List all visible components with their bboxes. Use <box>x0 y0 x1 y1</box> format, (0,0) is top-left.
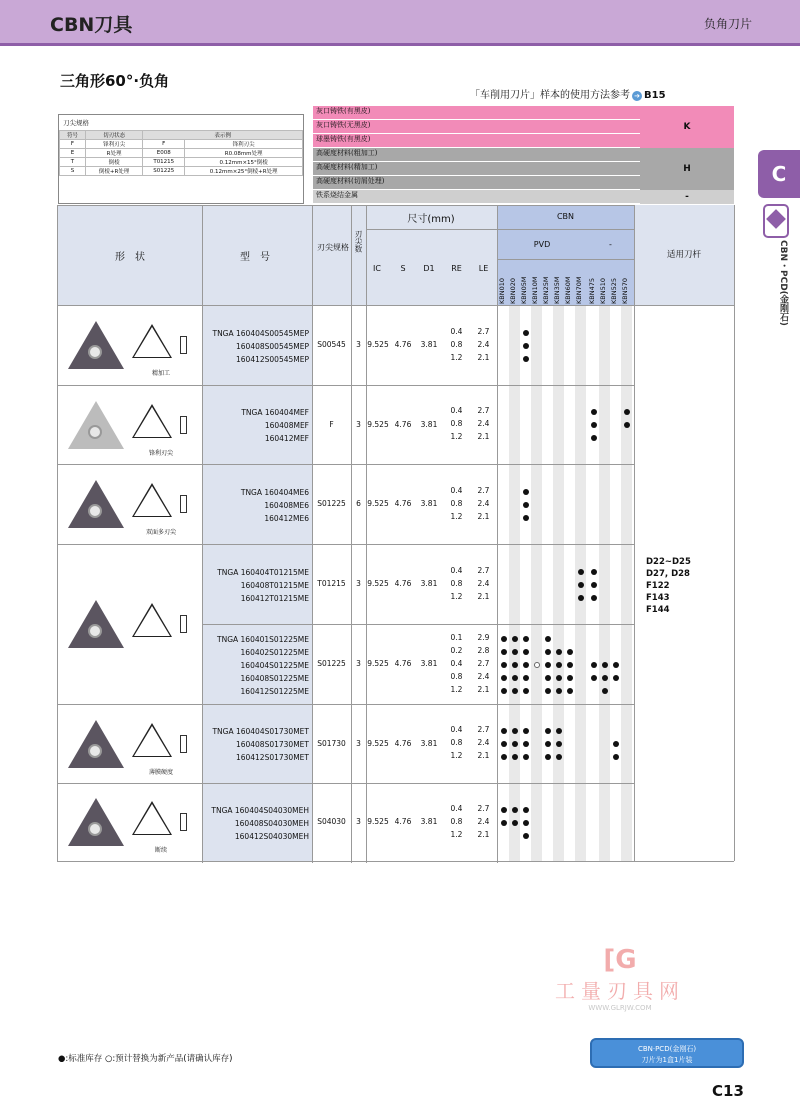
model-number[interactable]: 160408S00545MEP <box>236 341 309 351</box>
model-number[interactable]: 160408S01225ME <box>240 673 309 683</box>
stock-dot <box>591 569 597 575</box>
stock-dot <box>523 833 529 839</box>
insert-diagram <box>128 591 194 657</box>
stock-dot <box>591 409 597 415</box>
model-number[interactable]: TNGA 160404S01730MET <box>212 727 309 736</box>
stock-dot <box>591 422 597 428</box>
le-value: 2.4 <box>477 671 490 681</box>
re-value: 0.4 <box>450 725 463 734</box>
stock-dot <box>523 728 529 734</box>
stock-dot <box>578 595 584 601</box>
stock-dot <box>545 741 551 747</box>
le-value: 2.7 <box>477 803 490 813</box>
stock-dot <box>501 754 507 760</box>
grade-label: KBN70M <box>575 276 583 304</box>
legend-cell: 锋利刃尖 <box>85 140 142 149</box>
legend-cell: 0.12mm×25°倒棱+R处理 <box>185 167 303 176</box>
grade-label: KBN010 <box>498 278 506 304</box>
legend-cell: T01215 <box>143 158 185 167</box>
re-value: 1.2 <box>450 591 463 601</box>
stock-dot <box>556 728 562 734</box>
re-value: 0.4 <box>450 565 463 575</box>
insert-image <box>64 794 126 850</box>
stock-dot <box>545 636 551 642</box>
rule <box>57 783 634 784</box>
stock-dot <box>523 675 529 681</box>
re-value: 0.4 <box>450 803 463 813</box>
stock-dot <box>512 649 518 655</box>
ic-value: 9.525 <box>367 499 389 508</box>
legend-cell: F <box>60 140 86 149</box>
grade-label: KBN020 <box>509 278 517 304</box>
material-row: 高硬度材料(粗加工) <box>313 148 640 162</box>
chapter-label: CBN・PCD(金刚石) <box>778 240 788 326</box>
stock-dot <box>567 662 573 668</box>
model-number[interactable]: 160412S00545MEP <box>236 354 309 364</box>
model-number[interactable]: TNGA 160404T01215ME <box>217 567 309 577</box>
col-le: LE <box>478 264 489 273</box>
le-value: 2.1 <box>477 591 490 601</box>
stock-dot <box>613 754 619 760</box>
stock-legend: ●:标准库存 ○:预计替换为新产品(请确认库存) <box>58 1054 233 1064</box>
stock-dot <box>512 688 518 694</box>
edge-count: 3 <box>356 659 361 668</box>
re-value: 1.2 <box>450 432 463 441</box>
legend-cell: E008 <box>143 149 185 158</box>
stock-dot <box>591 582 597 588</box>
le-value: 2.4 <box>477 339 490 349</box>
stock-dot <box>501 820 507 826</box>
re-value: 1.2 <box>450 829 463 839</box>
tip-spec: S01225 <box>317 659 346 668</box>
material-group-other: - <box>640 190 734 204</box>
stock-dot <box>501 636 507 642</box>
rule <box>57 385 634 386</box>
d1-value: 3.81 <box>420 499 438 508</box>
s-value: 4.76 <box>394 579 412 588</box>
insert-image <box>64 476 126 532</box>
stock-dot <box>556 662 562 668</box>
edge-count: 3 <box>356 419 361 429</box>
ic-value: 9.525 <box>367 340 389 349</box>
legend-header: 切刃状态 <box>85 131 142 140</box>
le-value: 2.4 <box>477 816 490 826</box>
stock-dot <box>545 649 551 655</box>
stock-dot <box>512 820 518 826</box>
le-value: 2.1 <box>477 511 490 521</box>
le-value: 2.1 <box>477 432 490 441</box>
insert-diagram <box>128 471 194 537</box>
insert-caption: 双面多刃尖 <box>145 529 176 536</box>
legend-cell: F <box>143 140 185 149</box>
col-holder: 适用刀杆 <box>666 250 701 260</box>
ic-value: 9.525 <box>367 419 389 429</box>
col-ic: IC <box>373 264 381 273</box>
model-number[interactable]: TNGA 160404ME6 <box>240 487 309 497</box>
grade-label: KBN10M <box>531 276 539 304</box>
model-number[interactable]: TNGA 160404S04030MEH <box>211 805 309 815</box>
legend-cell: S <box>60 167 86 176</box>
stock-dot <box>512 636 518 642</box>
stock-dot <box>501 649 507 655</box>
insert-diagram <box>128 711 194 777</box>
material-row: 球墨铸铁(有黑皮) <box>313 134 640 148</box>
stock-dot <box>501 807 507 813</box>
grade-label: KBN510 <box>599 278 607 304</box>
re-value: 0.4 <box>450 485 463 495</box>
stock-dot <box>501 741 507 747</box>
le-value: 2.7 <box>477 326 490 336</box>
le-value: 2.4 <box>477 419 490 428</box>
stock-dot <box>512 675 518 681</box>
col-dimensions: 尺寸(mm) <box>407 214 455 225</box>
grade-label: KBN25M <box>542 276 550 304</box>
re-value: 0.8 <box>450 578 463 588</box>
re-value: 1.2 <box>450 751 463 760</box>
re-value: 0.2 <box>450 645 463 655</box>
stock-dot <box>624 409 630 415</box>
col-model: 型 号 <box>240 252 270 263</box>
model-number[interactable]: 160408ME6 <box>264 500 309 510</box>
col-d1: D1 <box>423 264 435 273</box>
stock-dot <box>591 595 597 601</box>
le-value: 2.1 <box>477 751 490 760</box>
watermark-url: WWW.GLRJW.COM <box>588 1004 652 1012</box>
insert-diagram <box>128 312 194 378</box>
stock-dot <box>523 820 529 826</box>
legend-cell: S01225 <box>143 167 185 176</box>
arrow-right-icon: ➔ <box>632 91 642 101</box>
grade-label: KBN35M <box>553 276 561 304</box>
model-number[interactable]: 160412MEF <box>264 434 309 443</box>
stock-dot <box>523 754 529 760</box>
edge-count: 6 <box>356 499 361 508</box>
insert-diagram <box>128 789 194 855</box>
stock-dot <box>501 728 507 734</box>
stock-dot <box>578 582 584 588</box>
page-title: CBN刀具 <box>50 14 133 36</box>
model-number[interactable]: 160412ME6 <box>264 513 309 523</box>
stock-dot <box>523 688 529 694</box>
stock-dot <box>523 356 529 362</box>
tip-spec: S00545 <box>317 340 346 349</box>
rule <box>202 624 634 625</box>
re-value: 0.4 <box>450 406 463 415</box>
le-value: 2.7 <box>477 658 490 668</box>
re-value: 1.2 <box>450 352 463 362</box>
ic-value: 9.525 <box>367 738 389 748</box>
re-value: 1.2 <box>450 684 463 694</box>
s-value: 4.76 <box>394 340 412 349</box>
material-row: 灰口铸铁(有黑皮) <box>313 106 640 120</box>
model-number[interactable]: TNGA 160404S00545MEP <box>212 328 309 338</box>
stock-dot <box>567 675 573 681</box>
material-group-h: H <box>640 148 734 190</box>
stock-dot <box>556 688 562 694</box>
stock-dot <box>523 649 529 655</box>
stock-dot <box>545 754 551 760</box>
re-value: 0.4 <box>450 326 463 336</box>
rule <box>57 205 634 206</box>
le-value: 2.1 <box>477 829 490 839</box>
stock-dot <box>613 662 619 668</box>
stock-dot <box>523 515 529 521</box>
tip-spec: S01730 <box>317 738 346 748</box>
insert-caption: 精加工 <box>151 370 170 377</box>
insert-image <box>64 716 126 772</box>
tip-spec: F <box>329 419 334 429</box>
d1-value: 3.81 <box>420 817 438 826</box>
reference-note: 「车削用刀片」样本的使用方法参考 ➔ B15 <box>470 90 666 101</box>
stock-dot <box>523 662 529 668</box>
rule <box>57 704 634 705</box>
re-value: 0.8 <box>450 498 463 508</box>
rule <box>57 305 734 306</box>
model-number[interactable]: 160408S04030MEH <box>234 818 309 828</box>
grade-column-stripe <box>509 305 520 861</box>
stock-dot <box>545 675 551 681</box>
stock-dot <box>512 807 518 813</box>
material-row: 高硬度材料(精加工) <box>313 162 640 176</box>
stock-dot <box>523 489 529 495</box>
le-value: 2.1 <box>477 352 490 362</box>
rule <box>57 544 634 545</box>
edge-count: 3 <box>356 579 361 588</box>
stock-dot <box>523 343 529 349</box>
insert-diagram <box>128 392 194 458</box>
s-value: 4.76 <box>394 817 412 826</box>
edge-count: 3 <box>356 340 361 349</box>
stock-dot <box>556 741 562 747</box>
model-number[interactable]: 160412S04030MEH <box>234 831 309 841</box>
model-number[interactable]: 160408S01730MET <box>235 740 309 749</box>
material-row: 灰口铸铁(无黑皮) <box>313 120 640 134</box>
watermark-logo: [G <box>603 945 637 975</box>
stock-dot <box>512 754 518 760</box>
tip-spec: S04030 <box>317 817 346 826</box>
stock-dot <box>545 662 551 668</box>
grade-label: KBN525 <box>610 278 618 304</box>
le-value: 2.7 <box>477 406 490 415</box>
le-value: 2.9 <box>477 632 490 642</box>
section-title: 三角形60°·负角 <box>60 72 170 90</box>
model-number[interactable]: 160412S01730MET <box>235 753 309 762</box>
d1-value: 3.81 <box>420 419 438 429</box>
le-value: 2.7 <box>477 725 490 734</box>
stock-dot <box>602 675 608 681</box>
le-value: 2.7 <box>477 565 490 575</box>
grade-column-stripe <box>531 305 542 861</box>
stock-dot <box>512 662 518 668</box>
stock-dot <box>501 662 507 668</box>
tip-spec: S01225 <box>317 499 346 508</box>
stock-dot <box>523 636 529 642</box>
stock-dot <box>501 688 507 694</box>
stock-dot <box>556 754 562 760</box>
stock-dot <box>567 688 573 694</box>
watermark <box>535 945 705 1012</box>
reference-page[interactable]: B15 <box>644 90 666 101</box>
grade-column-stripe <box>621 305 632 861</box>
legend-cell: 倒棱+R处理 <box>85 167 142 176</box>
ic-value: 9.525 <box>367 817 389 826</box>
diamond-icon <box>763 204 789 238</box>
re-value: 1.2 <box>450 511 463 521</box>
rule <box>366 229 634 230</box>
grade-column-stripe <box>553 305 564 861</box>
col-shape: 形 状 <box>115 252 145 263</box>
legend-cell: R处理 <box>85 149 142 158</box>
col-pvd: PVD <box>533 240 551 249</box>
stock-dot <box>602 688 608 694</box>
d1-value: 3.81 <box>420 738 438 748</box>
le-value: 2.8 <box>477 645 490 655</box>
model-number[interactable]: 160412S01225ME <box>240 686 309 696</box>
stock-dot <box>523 807 529 813</box>
legend-cell: R0.08mm处理 <box>185 149 303 158</box>
ic-value: 9.525 <box>367 579 389 588</box>
header-category: 负角刀片 <box>703 17 752 31</box>
material-row: 铁系烧结金属 <box>313 190 640 204</box>
col-s: S <box>400 264 406 273</box>
stock-dot <box>545 728 551 734</box>
d1-value: 3.81 <box>420 579 438 588</box>
stock-dot <box>567 649 573 655</box>
le-value: 2.7 <box>477 485 490 495</box>
stock-dot <box>591 675 597 681</box>
stock-dot <box>512 741 518 747</box>
packaging-note <box>590 1038 744 1068</box>
col-edge-count: 刃尖数 <box>354 230 363 253</box>
le-value: 2.1 <box>477 684 490 694</box>
stock-dot <box>613 675 619 681</box>
re-value: 0.8 <box>450 339 463 349</box>
grade-label: KBN475 <box>588 278 596 304</box>
rule <box>497 259 634 260</box>
grade-column-stripe <box>599 305 610 861</box>
le-value: 2.4 <box>477 578 490 588</box>
legend-cell: 0.12mm×15°倒棱 <box>185 158 303 167</box>
insert-caption: 锋利刃尖 <box>148 449 173 457</box>
d1-value: 3.81 <box>420 659 438 668</box>
re-value: 0.8 <box>450 816 463 826</box>
s-value: 4.76 <box>394 738 412 748</box>
legend-cell: 锋利刃尖 <box>185 140 303 149</box>
stock-dot <box>523 502 529 508</box>
re-value: 0.4 <box>450 658 463 668</box>
legend-title: 刀尖规格 <box>63 119 89 127</box>
model-number[interactable]: 160402S01225ME <box>240 647 309 657</box>
legend-header: 表示例 <box>143 131 303 140</box>
model-number[interactable]: 160408T01215ME <box>240 580 309 590</box>
model-number[interactable]: TNGA 160404MEF <box>241 408 309 417</box>
holder-list: D22~D25 D27, D28 F122 F143 F144 <box>646 557 691 615</box>
material-group-k: K <box>640 106 734 148</box>
col-cbn: CBN <box>556 212 575 221</box>
tip-spec-legend <box>58 114 304 204</box>
le-value: 2.4 <box>477 738 490 747</box>
stock-dot <box>523 330 529 336</box>
packaging-text: CBN·PCD(金刚石) 刀片为1盒1片装 <box>637 1045 697 1064</box>
legend-cell: 倒棱 <box>85 158 142 167</box>
re-value: 0.1 <box>450 632 463 642</box>
stock-dot <box>556 649 562 655</box>
stock-dot <box>545 688 551 694</box>
legend-header: 符号 <box>60 131 86 140</box>
insert-image <box>64 317 126 373</box>
page-number: C13 <box>712 1082 744 1100</box>
legend-cell: T <box>60 158 86 167</box>
s-value: 4.76 <box>394 419 412 429</box>
stock-dot <box>523 741 529 747</box>
tip-spec: T01215 <box>317 579 346 588</box>
col-tip-spec: 刃尖规格 <box>317 243 349 252</box>
material-row: 高硬度材料(切屑处理) <box>313 176 640 190</box>
stock-dot <box>624 422 630 428</box>
stock-dot <box>512 728 518 734</box>
insert-image <box>64 397 126 453</box>
stock-dot <box>591 435 597 441</box>
model-number[interactable]: TNGA 160401S01225ME <box>217 634 309 644</box>
chapter-tab[interactable]: C <box>758 150 800 198</box>
col-uncoated: - <box>609 240 612 249</box>
watermark-text: 工量刃具网 <box>555 979 685 1003</box>
grade-label: KBN05M <box>520 276 528 304</box>
le-value: 2.4 <box>477 498 490 508</box>
stock-dot <box>501 675 507 681</box>
page-header <box>0 0 800 46</box>
replacement-marker <box>534 662 540 668</box>
stock-dot <box>602 662 608 668</box>
model-number[interactable]: 160408MEF <box>264 421 309 430</box>
legend-cell: E <box>60 149 86 158</box>
insert-image <box>64 596 126 652</box>
stock-dot <box>556 675 562 681</box>
ic-value: 9.525 <box>367 659 389 668</box>
s-value: 4.76 <box>394 659 412 668</box>
stock-dot <box>578 569 584 575</box>
re-value: 0.8 <box>450 738 463 747</box>
s-value: 4.76 <box>394 499 412 508</box>
col-re: RE <box>451 264 462 273</box>
stock-dot <box>591 662 597 668</box>
rule <box>57 464 634 465</box>
edge-count: 3 <box>356 738 361 748</box>
d1-value: 3.81 <box>420 340 438 349</box>
rule <box>57 861 734 862</box>
re-value: 0.8 <box>450 671 463 681</box>
stock-dot <box>613 741 619 747</box>
model-number[interactable]: 160404S01225ME <box>240 660 309 670</box>
grade-label: KBN570 <box>621 278 629 304</box>
edge-count: 3 <box>356 817 361 826</box>
model-number[interactable]: 160412T01215ME <box>240 593 309 603</box>
insert-caption: 断续 <box>154 847 167 854</box>
insert-caption: 薄膜硬度 <box>148 768 173 776</box>
grade-label: KBN60M <box>564 276 572 304</box>
re-value: 0.8 <box>450 419 463 428</box>
